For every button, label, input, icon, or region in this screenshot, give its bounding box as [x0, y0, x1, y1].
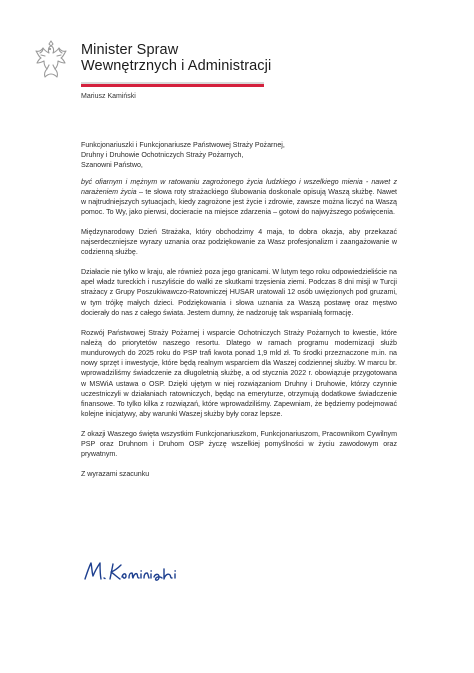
salutation-line: Funkcjonariuszki i Funkcjonariusze Państwowej Straży Pożarnej, — [81, 141, 285, 149]
paragraph: Międzynarodowy Dzień Strażaka, który obchodzimy 4 maja, to dobra okazja, aby przekazać najserdeczniejsze wyrazy uznania oraz podziękowanie za Wasz profesjonalizm i zaangażowanie w codzienną służbę. — [81, 227, 397, 257]
flag-red-stripe — [81, 84, 264, 87]
eagle-emblem-icon — [34, 40, 68, 80]
minister-name: Mariusz Kamiński — [81, 93, 136, 100]
ministry-name-line2: Wewnętrznych i Administracji — [81, 58, 272, 74]
letter-body — [81, 140, 397, 480]
salutation-line: Szanowni Państwo, — [81, 161, 143, 170]
ministry-name — [81, 42, 271, 74]
ministry-name-line1: Minister Spraw — [81, 42, 179, 58]
signature-icon — [82, 560, 192, 582]
salutation — [81, 140, 397, 171]
salutation-line: Druhny i Druhowie Ochotniczych Straży Pożarnych, — [81, 151, 244, 160]
opening-paragraph — [81, 177, 397, 218]
paragraph: Rozwój Państwowej Straży Pożarnej i wsparcie Ochotniczych Straży Pożarnych to kwestie, które należą do priorytetów naszego resortu. Dlatego w ramach programu modernizacji służb mundurowych do 2025 roku do PSP trafi kwota ponad 1,9 mld zł. To środki przeznaczone m.in. na nowy sprzęt i inwestycje, które będą realnym wsparciem dla Waszej codziennej służby. W marcu br. wprowadziliśmy świadczenie za długoletnią służbę, a od stycznia 2022 r. obowiązuje przygotowana w MSWiA ustawa o OSP. Dzięki ujętym w niej rozwiązaniom Druhny i Druhowie, którzy czynnie uczestniczyli w działaniach ratowniczych, będąc na emeryturze, otrzymują dodatkowe świadczenie finansowe. To tylko kilka z rozwiązań, które wprowadziliśmy. Zapewniam, że będziemy podejmować kolejne inicjatywy, aby warunki Waszej służby były coraz lepsze. — [81, 328, 397, 419]
paragraph: Działacie nie tylko w kraju, ale również poza jego granicami. W lutym tego roku odpowiedzieliście na apel władz tureckich i ruszyliście do walki ze skutkami trzęsienia ziemi. Podczas 8 dni misji w Turcji strażacy z Grupy Poszukiwawczo-Ratowniczej HUSAR uratowali 12 osób uwięzionych pod gruzami, w tym trójkę małych dzieci. Podziękowania i słowa uznania za Waszą postawę oraz męstwo docierały do nas z całego świata. Jestem dumny, że nadzoruję tak wspaniałą formację. — [81, 268, 397, 317]
opening-paragraph-text: – te słowa roty strażackiego ślubowania doskonale opisują Waszą służbę. Nawet w najtrudniejszych sytuacjach, kiedy zagrożone jest życie i zdrowie, zawsze można liczyć na Waszą pomoc. To Wy, jako pierwsi, docieracie na miejsce zdarzenia – gotowi do najwyższego poświęcenia. — [81, 187, 398, 217]
paragraph: Z okazji Waszego święta wszystkim Funkcjonariuszkom, Funkcjonariuszom, Pracownikom Cywilnym PSP oraz Druhnom i Druhom OSP życzę wszelkiej pomyślności w życiu zawodowym oraz prywatnym. — [81, 429, 397, 459]
closing-regards: Z wyrazami szacunku — [81, 470, 150, 479]
oath-quote: być ofiarnym i mężnym w ratowaniu zagrożonego życia ludzkiego i wszelkiego mienia - nawet z narażeniem życia — [81, 177, 397, 196]
national-flag-bar — [81, 82, 264, 87]
